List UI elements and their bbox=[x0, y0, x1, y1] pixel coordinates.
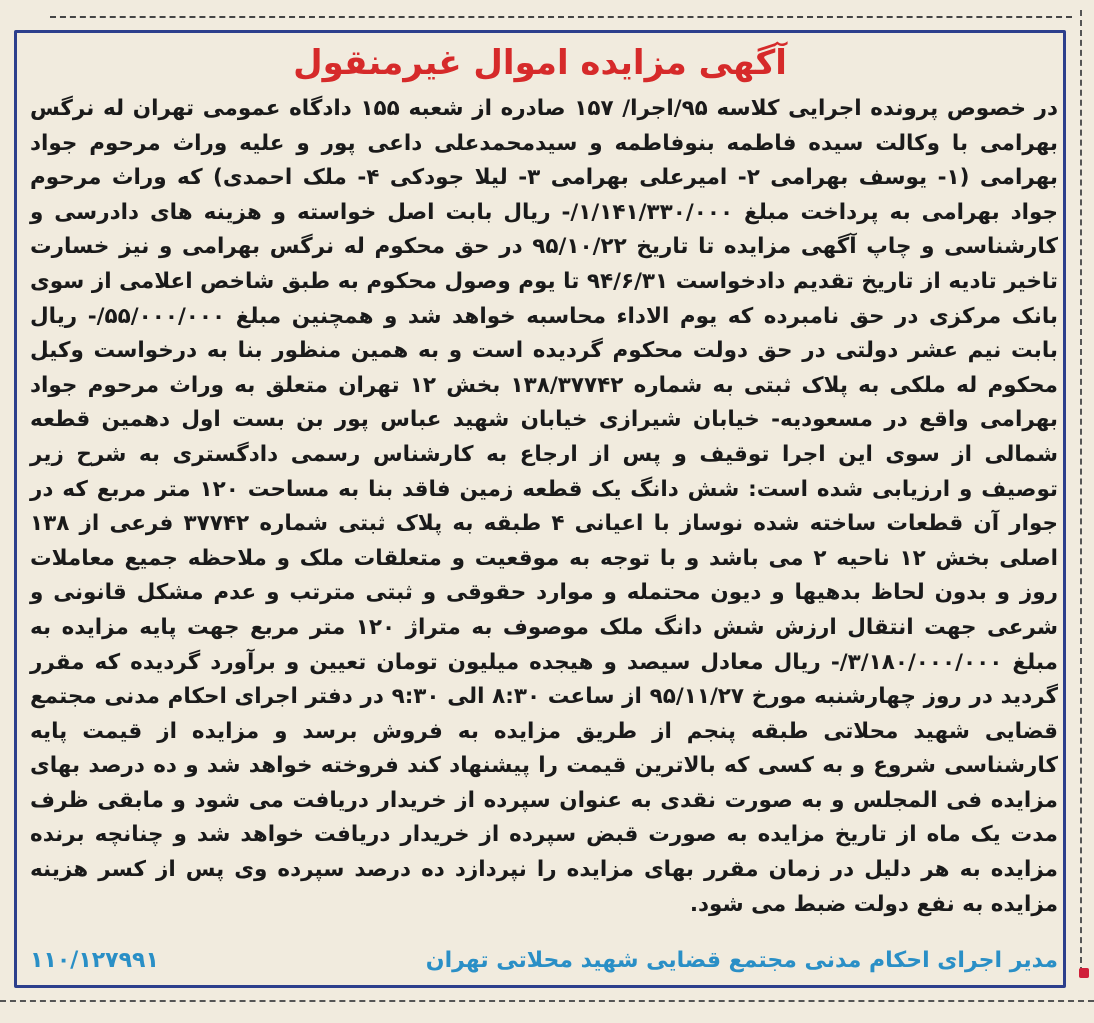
cut-line-right bbox=[1080, 10, 1082, 973]
cut-line-bottom bbox=[0, 1000, 1094, 1002]
notice-body: در خصوص پرونده اجرایی کلاسه ۹۵/اجرا/ ۱۵۷ صادره از شعبه ۱۵۵ دادگاه عمومی تهران له نرگس بهرامی با وکالت سیده فاطمه بنوفاطمه و سیدمحمدعلی داعی پور و علیه وراث مرحوم جواد بهرامی (۱- یوسف بهرامی ۲- امیرعلی بهرامی ۳- لیلا جودکی ۴- ملک احمدی) که وراث مرحوم جواد بهرامی به پرداخت مبلغ ۱/۱۴۱/۳۳۰/۰۰۰/- ریال بابت اصل خواسته و هزینه های دادرسی و کارشناسی و چاپ آگهی مزایده تا تاریخ ۹۵/۱۰/۲۲ در حق محکوم له نرگس بهرامی و نیز خسارت تاخیر تادیه از تاریخ تقدیم دادخواست ۹۴/۶/۳۱ تا یوم وصول محکوم به طبق شاخص اعلامی از سوی بانک مرکزی در حق نامبرده که یوم الاداء محاسبه خواهد شد و همچنین مبلغ ۵۵/۰۰۰/۰۰۰/- ریال بابت نیم عشر دولتی در حق دولت محکوم گردیده است و به همین منظور بنا به درخواست وکیل محکوم له ملکی به پلاک ثبتی به شماره ۱۳۸/۳۷۷۴۲ بخش ۱۲ تهران متعلق به وراث مرحوم جواد بهرامی واقع در مسعودیه- خیابان شیرازی خیابان شهید عباس پور بن بست اول دهمین قطعه شمالی از سوی این اجرا توقیف و پس از ارجاع به کارشناس رسمی دادگستری به شرح زیر توصیف و ارزیابی شده است: شش دانگ یک قطعه زمین فاقد بنا به مساحت ۱۲۰ متر مربع که در جوار آن قطعات ساخته شده نوساز با اعیانی ۴ طبقه به پلاک ثبتی شماره ۳۷۷۴۲ فرعی از ۱۳۸ اصلی بخش ۱۲ ناحیه ۲ می باشد و با توجه به موقعیت و متعلقات ملک و ملاحظه جمیع معاملات روز و بدون لحاظ بدهیها و دیون محتمله و موارد حقوقی و ثبتی مترتب و عدم مشکل قانونی و شرعی جهت انتقال ارزش شش دانگ ملک موصوف به متراژ ۱۲۰ متر مربع جهت پایه مزایده به مبلغ ۳/۱۸۰/۰۰۰/۰۰۰/- ریال معادل سیصد و هیجده میلیون تومان تعیین و برآورد گردیده که مقرر گردید در روز چهارشنبه مورخ ۹۵/۱۱/۲۷ از ساعت ۸:۳۰ الی ۹:۳۰ در دفتر اجرای احکام مدنی مجتمع قضایی شهید محلاتی طبقه پنجم از طریق مزایده به فروش برسد و مزایده از قیمت پایه کارشناسی شروع و به کسی که بالاترین قیمت را پیشنهاد کند فروخته خواهد شد و ده درصد بهای مزایده فی المجلس و به صورت نقدی به عنوان سپرده از خریدار دریافت می شود و مابقی ظرف مدت یک ماه از تاریخ مزایده به صورت قبض سپرده از خریدار دریافت خواهد شد و چنانچه برنده مزایده به هر دلیل در زمان مقرر بهای مزایده را نپردازد ده درصد سپرده وی پس از کسر هزینه مزایده به نفع دولت ضبط می شود. bbox=[30, 96, 1059, 917]
cut-line-top bbox=[50, 16, 1072, 18]
notice-code: ۱۱۰/۱۲۷۹۹۱ bbox=[30, 947, 159, 973]
red-corner-mark bbox=[1079, 968, 1089, 978]
notice-title: آگهی مزایده اموال غیرمنقول bbox=[293, 43, 787, 83]
notice-footer bbox=[30, 940, 1058, 980]
signature-line: مدیر اجرای احکام مدنی مجتمع قضایی شهید محلاتی تهران bbox=[425, 947, 1058, 973]
